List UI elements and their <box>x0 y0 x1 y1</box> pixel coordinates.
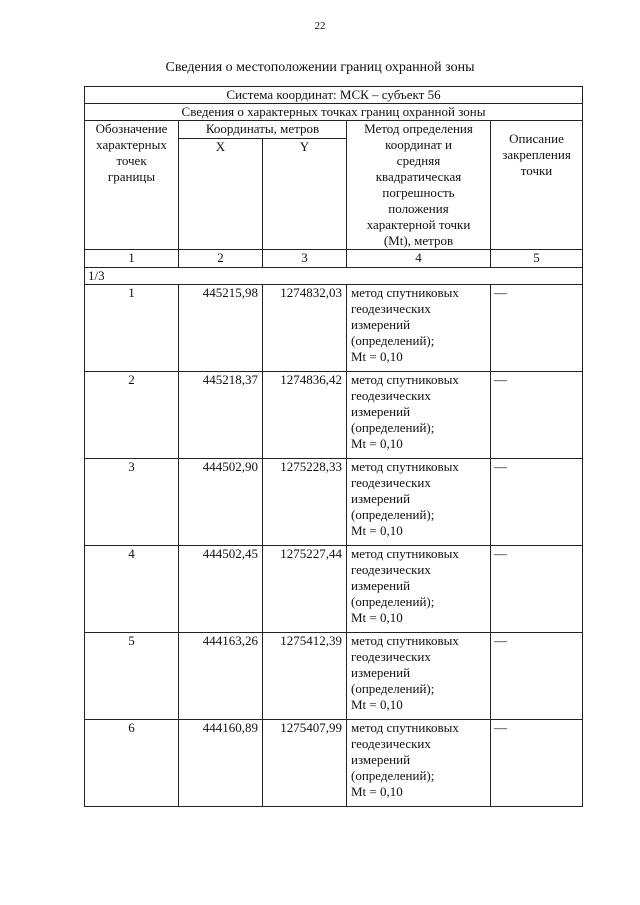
x-coordinate-cell: 444163,26 <box>179 633 263 720</box>
method-line: измерений <box>351 404 411 419</box>
method-cell <box>347 372 491 459</box>
header-designation-line: границы <box>107 169 156 184</box>
method-line: измерений <box>351 665 411 680</box>
point-number-cell: 2 <box>85 372 179 459</box>
coord-system-row <box>85 87 583 104</box>
y-coordinate-cell: 1274836,42 <box>263 372 347 459</box>
method-line: метод спутниковых <box>351 459 459 474</box>
header-method <box>347 121 491 250</box>
method-line: (определений); <box>351 420 435 435</box>
header-method-line: квадратическая <box>375 169 462 184</box>
method-line: измерений <box>351 317 411 332</box>
table-row <box>85 285 583 372</box>
method-cell <box>347 720 491 807</box>
point-number-cell: 6 <box>85 720 179 807</box>
header-designation-line: Обозначение <box>95 121 168 136</box>
method-cell <box>347 633 491 720</box>
point-number-cell: 3 <box>85 459 179 546</box>
header-designation-line: точек <box>116 153 147 168</box>
header-description <box>491 121 583 250</box>
description-cell: — <box>491 372 583 459</box>
method-line: геодезических <box>351 301 431 316</box>
table-row <box>85 633 583 720</box>
x-coordinate-cell: 444502,45 <box>179 546 263 633</box>
table-row <box>85 459 583 546</box>
table-row <box>85 546 583 633</box>
x-coordinate-cell: 444502,90 <box>179 459 263 546</box>
method-line: Mt = 0,10 <box>351 349 403 364</box>
header-method-line: средняя <box>396 153 441 168</box>
method-line: измерений <box>351 578 411 593</box>
column-number: 3 <box>263 250 347 268</box>
method-line: измерений <box>351 752 411 767</box>
method-line: (определений); <box>351 507 435 522</box>
y-coordinate-cell: 1275227,44 <box>263 546 347 633</box>
header-description-line: точки <box>520 163 553 178</box>
coord-system-cell: Система координат: МСК – субъект 56 <box>85 87 583 104</box>
method-line: геодезических <box>351 736 431 751</box>
method-line: Mt = 0,10 <box>351 697 403 712</box>
description-cell: — <box>491 720 583 807</box>
method-line: Mt = 0,10 <box>351 610 403 625</box>
method-line: (определений); <box>351 333 435 348</box>
section-title-row <box>85 104 583 121</box>
method-line: метод спутниковых <box>351 546 459 561</box>
column-number: 2 <box>179 250 263 268</box>
method-cell <box>347 546 491 633</box>
y-coordinate-cell: 1275407,99 <box>263 720 347 807</box>
header-method-line: (Mt), метров <box>383 233 454 248</box>
y-coordinate-cell: 1275228,33 <box>263 459 347 546</box>
group-row <box>85 268 583 285</box>
table-row <box>85 720 583 807</box>
table-row <box>85 372 583 459</box>
header-description-line: Описание <box>509 131 564 146</box>
point-number-cell: 4 <box>85 546 179 633</box>
description-cell: — <box>491 633 583 720</box>
document-title: Сведения о местоположении границ охранной зоны <box>165 60 475 75</box>
y-coordinate-cell: 1275412,39 <box>263 633 347 720</box>
method-line: метод спутниковых <box>351 372 459 387</box>
y-coordinate-cell: 1274832,03 <box>263 285 347 372</box>
x-coordinate-cell: 444160,89 <box>179 720 263 807</box>
column-number: 5 <box>491 250 583 268</box>
header-coordinates: Координаты, метров <box>179 121 347 139</box>
header-x: X <box>179 138 263 249</box>
method-line: геодезических <box>351 475 431 490</box>
x-coordinate-cell: 445215,98 <box>179 285 263 372</box>
method-cell <box>347 459 491 546</box>
method-line: метод спутниковых <box>351 633 459 648</box>
header-designation <box>85 121 179 250</box>
group-label: 1/3 <box>85 268 583 285</box>
method-line: геодезических <box>351 649 431 664</box>
header-method-line: погрешность <box>382 185 455 200</box>
header-y: Y <box>263 138 347 249</box>
method-line: измерений <box>351 491 411 506</box>
x-coordinate-cell: 445218,37 <box>179 372 263 459</box>
description-cell: — <box>491 459 583 546</box>
description-cell: — <box>491 546 583 633</box>
method-cell <box>347 285 491 372</box>
point-number-cell: 1 <box>85 285 179 372</box>
column-number: 4 <box>347 250 491 268</box>
method-line: геодезических <box>351 388 431 403</box>
page-number: 22 <box>314 20 326 32</box>
method-line: (определений); <box>351 681 435 696</box>
header-designation-line: характерных <box>96 137 167 152</box>
method-line: геодезических <box>351 562 431 577</box>
header-method-line: Метод определения <box>364 121 473 136</box>
description-cell: — <box>491 285 583 372</box>
header-row-1 <box>85 121 583 139</box>
method-line: Mt = 0,10 <box>351 436 403 451</box>
section-title-cell: Сведения о характерных точках границ охранной зоны <box>85 104 583 121</box>
method-line: метод спутниковых <box>351 720 459 735</box>
column-number-row <box>85 250 583 268</box>
method-line: метод спутниковых <box>351 285 459 300</box>
point-number-cell: 5 <box>85 633 179 720</box>
header-method-line: положения <box>388 201 449 216</box>
method-line: (определений); <box>351 768 435 783</box>
column-number: 1 <box>85 250 179 268</box>
boundary-points-table <box>84 86 583 807</box>
header-method-line: координат и <box>385 137 452 152</box>
method-line: Mt = 0,10 <box>351 523 403 538</box>
header-method-line: характерной точки <box>366 217 471 232</box>
method-line: Mt = 0,10 <box>351 784 403 799</box>
method-line: (определений); <box>351 594 435 609</box>
header-description-line: закрепления <box>502 147 571 162</box>
